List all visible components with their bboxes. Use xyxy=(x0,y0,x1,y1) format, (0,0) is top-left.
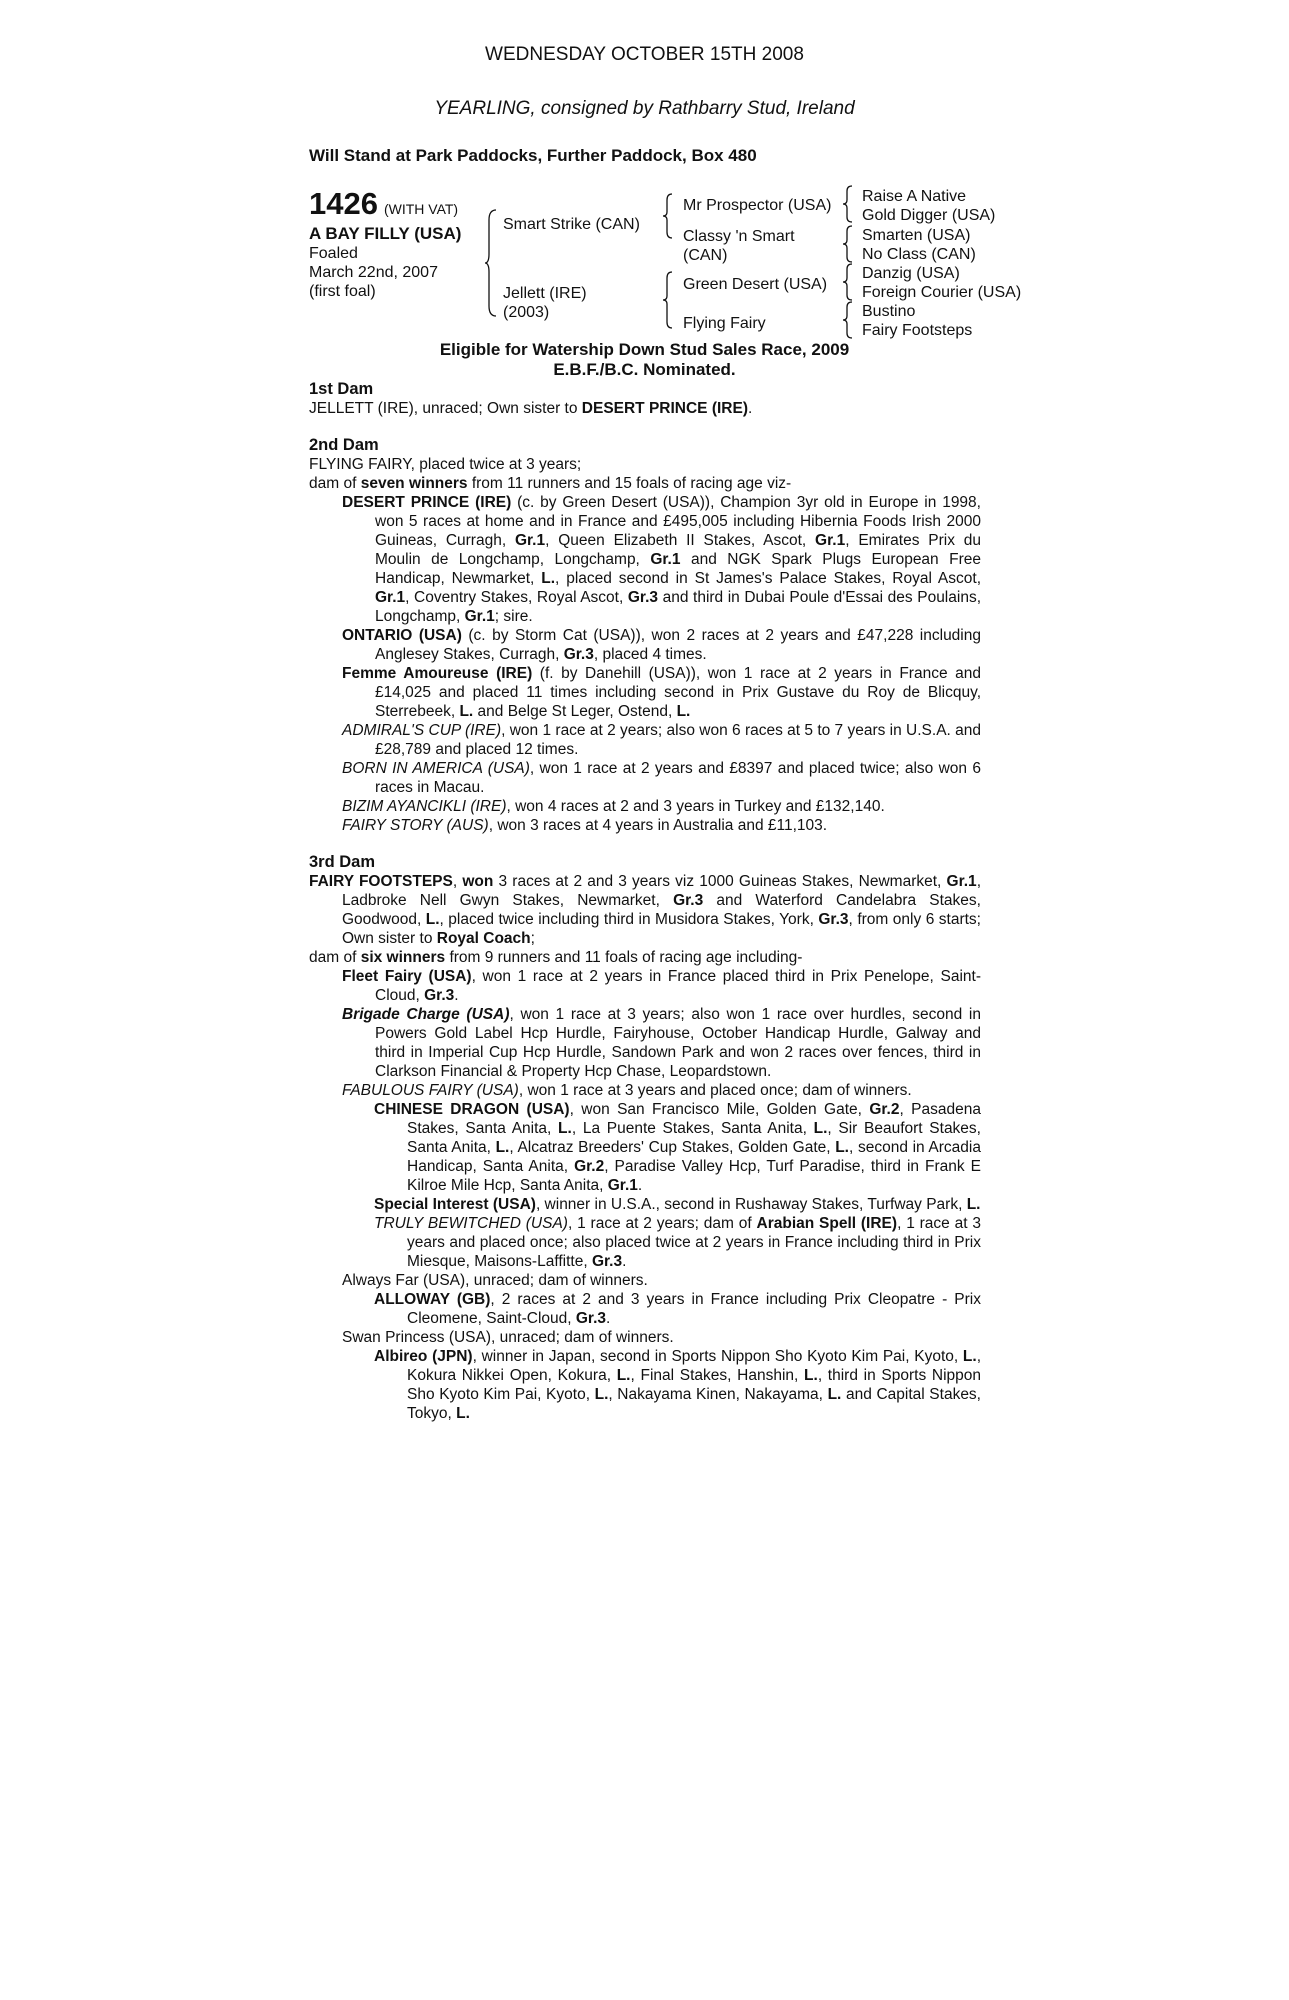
pedigree-brace-4 xyxy=(842,184,856,224)
eligibility xyxy=(0,340,1289,380)
list-item: Special Interest (USA), winner in U.S.A., second in Rushaway Stakes, Turfway Park, L. xyxy=(374,1196,981,1213)
list-item: Albireo (JPN), winner in Japan, second in Sports Nippon Sho Kyoto Kim Pai, Kyoto, L., Kokura Nikkei Open, Kokura, L., Final Stakes, Hanshin, L., third in Sports Nippon Sho Kyoto Kim Pai, Kyoto, L., Nakayama Kinen, Nakayama, L. and Capital Stakes, Tokyo, L. xyxy=(374,1348,982,1422)
list-item: FABULOUS FAIRY (USA), won 1 race at 3 years and placed once; dam of winners. xyxy=(342,1082,912,1099)
pedigree-sdd: No Class (CAN) xyxy=(862,246,976,263)
eligibility-line-1: Eligible for Watership Down Stud Sales Race, 2009 xyxy=(439,340,850,359)
sale-date: WEDNESDAY OCTOBER 15TH 2008 xyxy=(485,44,804,65)
pedigree-ssd: Gold Digger (USA) xyxy=(862,207,996,224)
third-dam-text: FAIRY FOOTSTEPS, won 3 races at 2 and 3 years viz 1000 Guineas Stakes, Newmarket, Gr.1, Ladbroke Nell Gwyn Stakes, Newmarket, Gr.3 and Waterford Candelabra Stakes, Goodwood, L., placed twice including third in Musidora Stakes, York, Gr.3, from only 6 starts; Own sister to Royal Coach; xyxy=(309,873,981,947)
list-item: ALLOWAY (GB), 2 races at 2 and 3 years in France including Prix Cleopatre - Prix Cleomene, Saint-Cloud, Gr.3. xyxy=(374,1291,981,1327)
pedigree-ddd: Fairy Footsteps xyxy=(862,322,973,339)
eligibility-line-2: E.B.F./B.C. Nominated. xyxy=(553,360,736,379)
list-item: Fleet Fairy (USA), won 1 race at 2 years in France placed third in Prix Penelope, Saint-Cloud, Gr.3. xyxy=(342,968,981,1004)
list-item: CHINESE DRAGON (USA), won San Francisco Mile, Golden Gate, Gr.2, Pasadena Stakes, Santa Anita, L., La Puente Stakes, Santa Anita, L., Sir Beaufort Stakes, Santa Anita, L., Alcatraz Breeders' Cup Stakes, Golden Gate, L., second in Arcadia Handicap, Santa Anita, Gr.2, Paradise Valley Hcp, Turf Paradise, third in Frank E Kilroe Mile Hcp, Santa Anita, Gr.1. xyxy=(374,1101,981,1194)
list-item: Swan Princess (USA), unraced; dam of winners. xyxy=(342,1329,674,1346)
lot-foaled-date: March 22nd, 2007 xyxy=(309,264,438,281)
pedigree-dam-name: Jellett (IRE) xyxy=(503,285,587,302)
second-dam-line-1: FLYING FAIRY, placed twice at 3 years; xyxy=(309,456,582,473)
pedigree-notes xyxy=(309,380,981,1423)
pedigree-sire-sire: Mr Prospector (USA) xyxy=(683,197,832,214)
lot-foaled: Foaled xyxy=(309,245,358,262)
vat-note: (WITH VAT) xyxy=(383,201,459,217)
pedigree-sire-dam-l2: (CAN) xyxy=(683,247,728,264)
third-dam-produce: dam of six winners from 9 runners and 11 foals of racing age including- xyxy=(309,949,803,966)
first-dam-heading: 1st Dam xyxy=(309,380,374,398)
second-dam-line-2: dam of seven winners from 11 runners and 15 foals of racing age viz- xyxy=(309,475,792,492)
consignment-line: YEARLING, consigned by Rathbarry Stud, Ireland xyxy=(434,98,855,119)
list-item: Brigade Charge (USA), won 1 race at 3 years; also won 1 race over hurdles, second in Powers Gold Label Hcp Hurdle, Fairyhouse, October Handicap Hurdle, Galway and third in Imperial Cup Hcp Hurdle, Sandown Park and won 2 races over fences, third in Clarkson Financial & Property Hcp Chase, Leopardstown. xyxy=(342,1006,981,1080)
pedigree-dds: Bustino xyxy=(862,303,916,320)
lot-first-foal: (first foal) xyxy=(309,283,376,300)
first-dam-text: JELLETT (IRE), unraced; Own sister to DESERT PRINCE (IRE). xyxy=(309,400,753,417)
list-item: Always Far (USA), unraced; dam of winners. xyxy=(342,1272,648,1289)
list-item: BORN IN AMERICA (USA), won 1 race at 2 years and £8397 and placed twice; also won 6 races in Macau. xyxy=(342,760,981,796)
pedigree-brace-3 xyxy=(662,270,676,330)
list-item: Femme Amoureuse (IRE) (f. by Danehill (USA)), won 1 race at 2 years in France and £14,025 and placed 11 times including second in Prix Gustave du Roy de Blicquy, Sterrebeek, L. and Belge St Leger, Ostend, L. xyxy=(342,665,981,720)
pedigree-brace-2 xyxy=(662,192,676,240)
pedigree-dam-dam: Flying Fairy xyxy=(683,315,766,332)
pedigree-sds: Smarten (USA) xyxy=(862,227,971,244)
pedigree-brace-5 xyxy=(842,224,856,264)
pedigree-sire: Smart Strike (CAN) xyxy=(503,216,640,233)
list-item: ONTARIO (USA) (c. by Storm Cat (USA)), won 2 races at 2 years and £47,228 including Anglesey Stakes, Curragh, Gr.3, placed 4 times. xyxy=(342,627,981,663)
pedigree-dsd: Foreign Courier (USA) xyxy=(862,284,1022,301)
pedigree-sire-dam-l1: Classy 'n Smart xyxy=(683,228,795,245)
list-item: TRULY BEWITCHED (USA), 1 race at 2 years; dam of Arabian Spell (IRE), 1 race at 3 years and placed once; also placed twice at 2 years in France including third in Prix Miesque, Maisons-Laffitte, Gr.3. xyxy=(374,1215,981,1270)
pedigree-dam-sire: Green Desert (USA) xyxy=(683,276,828,293)
third-dam-heading: 3rd Dam xyxy=(309,853,376,871)
list-item: FAIRY STORY (AUS), won 3 races at 4 years in Australia and £11,103. xyxy=(342,817,828,834)
pedigree-brace-1 xyxy=(484,208,502,318)
lot-name: A BAY FILLY (USA) xyxy=(309,224,462,243)
list-item: BIZIM AYANCIKLI (IRE), won 4 races at 2 and 3 years in Turkey and £132,140. xyxy=(342,798,885,815)
list-item: DESERT PRINCE (IRE) (c. by Green Desert (USA)), Champion 3yr old in Europe in 1998, won 5 races at home and in France and £495,005 including Hibernia Foods Irish 2000 Guineas, Curragh, Gr.1, Queen Elizabeth II Stakes, Ascot, Gr.1, Emirates Prix du Moulin de Longchamp, Longchamp, Gr.1 and NGK Spark Plugs European Free Handicap, Newmarket, L., placed second in St James's Palace Stakes, Royal Ascot, Gr.1, Coventry Stakes, Royal Ascot, Gr.3 and third in Dubai Poule d'Essai des Poulains, Longchamp, Gr.1; sire. xyxy=(342,494,982,625)
lot-block xyxy=(309,186,461,301)
list-item: ADMIRAL'S CUP (IRE), won 1 race at 2 years; also won 6 races at 5 to 7 years in U.S.A. and £28,789 and placed 12 times. xyxy=(342,722,982,758)
pedigree-brace-7 xyxy=(842,300,856,340)
pedigree-dam-year: (2003) xyxy=(503,304,550,321)
stand-location: Will Stand at Park Paddocks, Further Paddock, Box 480 xyxy=(309,146,757,165)
pedigree-sss: Raise A Native xyxy=(862,188,967,205)
second-dam-heading: 2nd Dam xyxy=(309,436,379,454)
pedigree-brace-6 xyxy=(842,262,856,302)
lot-number: 1426 xyxy=(309,186,378,221)
pedigree-dss: Danzig (USA) xyxy=(862,265,960,282)
